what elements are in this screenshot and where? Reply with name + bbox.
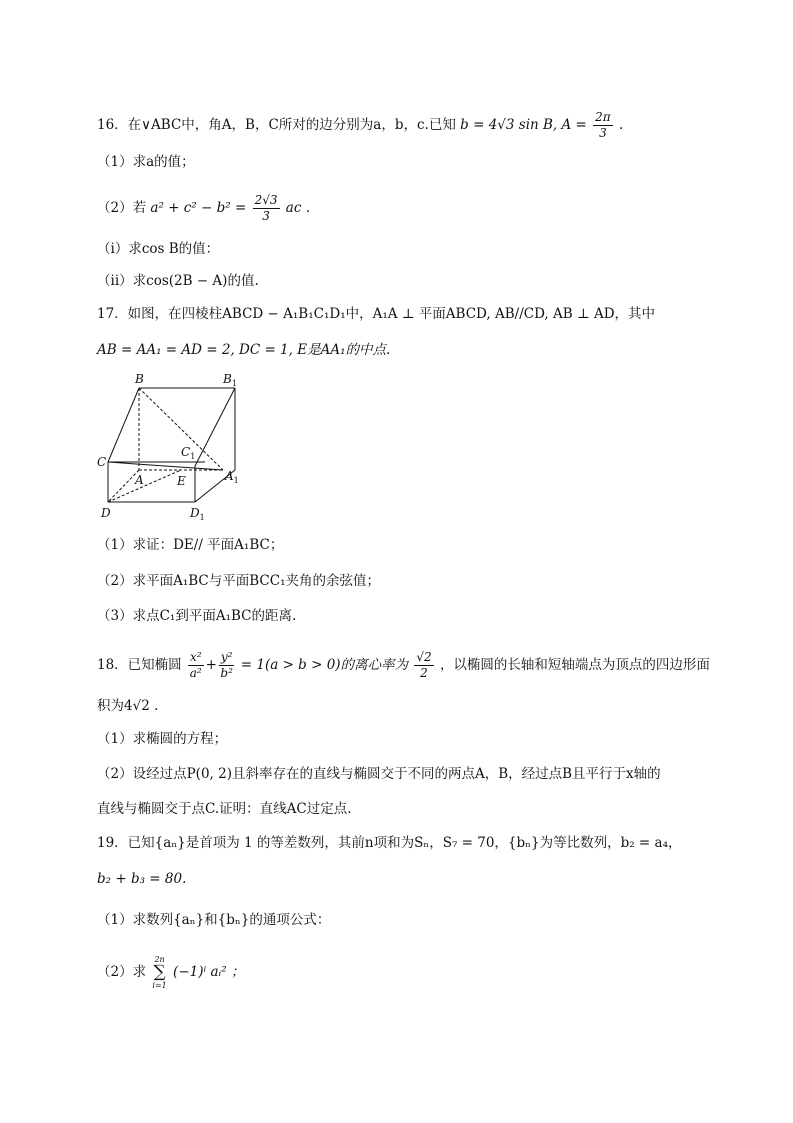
q16-stem bbox=[97, 110, 623, 141]
q18-part2-line1: （2）设经过点P(0, 2)且斜率存在的直线与椭圆交于不同的两点A，B，经过点B且平行于x轴的 bbox=[97, 766, 661, 782]
q16-part2-i: （i）求cos B的值： bbox=[97, 241, 220, 257]
q17-stem-line1: 17．如图，在四棱柱ABCD − A₁B₁C₁D₁中，A₁A ⊥ 平面ABCD, AB//CD, AB ⊥ AD，其中 bbox=[97, 306, 656, 322]
frac-denominator: 3 bbox=[599, 126, 607, 140]
q16-stem-end: . bbox=[618, 117, 624, 133]
sum-upper: 2n bbox=[154, 955, 165, 964]
label-C: C bbox=[97, 455, 107, 469]
frac-denominator: 3 bbox=[262, 209, 270, 223]
frac-numerator: 2π bbox=[595, 110, 611, 124]
q18-stem-mid: = 1(a > b > 0)的离心率为 bbox=[240, 657, 409, 673]
edge-b-c bbox=[108, 388, 139, 462]
q16-angle-fraction bbox=[593, 110, 613, 141]
q16-part2-eq: a² + c² − b² = bbox=[150, 200, 247, 216]
sum-symbol: ∑ bbox=[153, 962, 166, 982]
frac-numerator: √2 bbox=[416, 650, 432, 664]
q19-part2 bbox=[97, 955, 244, 990]
label-C1: $C_1$ bbox=[181, 445, 196, 461]
label-A: A bbox=[135, 473, 144, 487]
label-B1: $B_1$ bbox=[223, 372, 237, 388]
frac-numerator: 2√3 bbox=[254, 193, 278, 207]
edge-d-e-hidden bbox=[108, 470, 181, 502]
label-E: E bbox=[177, 474, 186, 488]
q19-part2-prefix: （2）求 bbox=[97, 964, 147, 980]
q19-stem-line1: 19．已知{aₙ}是首项为 1 的等差数列，其前n项和为Sₙ，S₇ = 70，{bₙ}为等比数列，b₂ = a₄， bbox=[97, 835, 682, 851]
q16-part2 bbox=[97, 193, 310, 224]
q19-stem-line2: b₂ + b₃ = 80. bbox=[97, 871, 187, 887]
label-D1: $D_1$ bbox=[190, 506, 205, 522]
q18-y-fraction bbox=[219, 650, 235, 681]
edge-b1-c1 bbox=[195, 388, 235, 466]
label-D: D bbox=[101, 506, 111, 520]
frac-numerator: x² bbox=[189, 650, 202, 664]
prism-figure bbox=[95, 370, 255, 525]
q16-part1: （1）求a的值； bbox=[97, 154, 195, 170]
q18-stem-prefix: 18．已知椭圆 bbox=[97, 657, 182, 673]
q19-part2-end: (−1)ⁱ aᵢ² ； bbox=[173, 964, 245, 980]
label-B: B bbox=[135, 372, 144, 386]
frac-numerator: y² bbox=[220, 650, 233, 664]
q16-part2-ii: （ii）求cos(2B − A)的值. bbox=[97, 273, 259, 289]
q18-x-fraction bbox=[188, 650, 204, 681]
q17-part1: （1）求证：DE// 平面A₁BC； bbox=[97, 537, 284, 553]
q18-eccentricity-fraction bbox=[414, 650, 433, 681]
q19-part1: （1）求数列{aₙ}和{bₙ}的通项公式： bbox=[97, 912, 331, 928]
sum-lower: i=1 bbox=[152, 981, 167, 990]
summation bbox=[152, 955, 166, 990]
q16-stem-equation: b = 4√3 sin B, A = bbox=[460, 117, 587, 133]
q17-stem-line2: AB = AA₁ = AD = 2, DC = 1, E是AA₁的中点. bbox=[97, 342, 391, 358]
frac-denominator: a² bbox=[189, 666, 202, 680]
frac-denominator: 2 bbox=[420, 666, 428, 680]
q18-stem: 18．已知椭圆 $\frac{\text{x²}}{\text{a²}}$ + $\frac{\text{y²}}{\text{b²}}$ = 1(a > b > 0)的离心率为 $\frac{√2}{2}$ ，以椭圆的长轴和短轴端点为顶点的四边形面 bbox=[97, 650, 710, 680]
q18-stem-line2: 积为4√2 . bbox=[97, 698, 159, 714]
q16-part2-end: ac . bbox=[285, 200, 310, 216]
q18-stem-end: ，以椭圆的长轴和短轴端点为顶点的四边形面 bbox=[439, 657, 710, 673]
q17-part2: （2）求平面A₁BC与平面BCC₁夹角的余弦值； bbox=[97, 573, 380, 589]
edge-c-a1 bbox=[108, 462, 223, 470]
label-A1: $A_1$ bbox=[225, 469, 239, 485]
q18-part1: （1）求椭圆的方程； bbox=[97, 731, 228, 747]
frac-denominator: b² bbox=[220, 666, 233, 680]
q17-part3: （3）求点C₁到平面A₁BC的距离. bbox=[97, 608, 297, 624]
q18-part2-line2: 直线与椭圆交于点C.证明：直线AC过定点. bbox=[97, 801, 352, 817]
q16-part2-prefix: （2）若 bbox=[97, 200, 147, 216]
q16-part2-fraction bbox=[253, 193, 280, 224]
q16-stem-text: 16．在∨ABC中，角A，B，C所对的边分别为a，b，c.已知 bbox=[97, 117, 456, 133]
